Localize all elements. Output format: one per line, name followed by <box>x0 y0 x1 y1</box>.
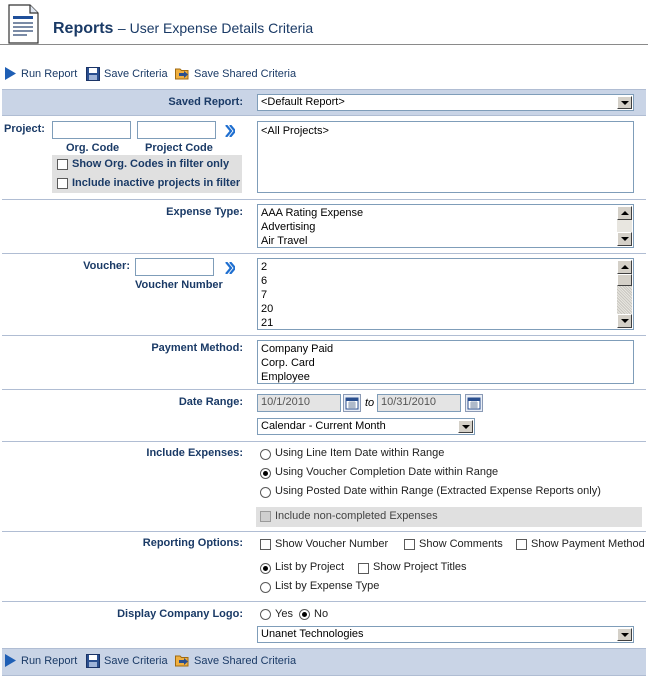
show-org-codes-label: Show Org. Codes in filter only <box>72 158 230 170</box>
list-item[interactable]: Company Paid <box>261 343 334 355</box>
include-expenses-label: Include Expenses: <box>146 447 243 459</box>
voucher-completion-date-radio[interactable] <box>260 468 271 479</box>
list-by-project-label: List by Project <box>275 561 345 573</box>
row-divider <box>2 441 646 442</box>
go-arrow-icon[interactable] <box>225 125 235 137</box>
scroll-up-icon[interactable] <box>617 260 632 274</box>
play-icon <box>4 654 17 667</box>
logo-no-label: No <box>314 608 329 620</box>
include-non-completed-label: Include non-completed Expenses <box>275 510 438 522</box>
list-item[interactable]: Air Travel <box>261 235 308 247</box>
list-item[interactable]: 21 <box>261 317 274 329</box>
list-item[interactable]: 6 <box>261 275 268 287</box>
scrollbar[interactable] <box>617 206 632 246</box>
bottom-toolbar <box>0 650 648 675</box>
header-divider <box>0 44 648 45</box>
display-logo-label: Display Company Logo: <box>117 608 243 620</box>
list-item[interactable]: 20 <box>261 303 274 315</box>
posted-date-radio[interactable] <box>260 487 271 498</box>
date-from-input[interactable]: 10/1/2010 <box>257 394 341 412</box>
row-divider <box>2 601 646 602</box>
save-shared-criteria-button[interactable] <box>175 67 296 80</box>
logo-yes-label: Yes <box>275 608 293 620</box>
row-divider <box>2 389 646 390</box>
list-item[interactable]: 7 <box>261 289 268 301</box>
save-shared-criteria-label: Save Shared Criteria <box>194 654 297 667</box>
row-divider <box>2 253 646 254</box>
line-item-date-label: Using Line Item Date within Range <box>275 447 445 459</box>
show-voucher-number-checkbox[interactable] <box>260 539 271 550</box>
show-org-codes-checkbox[interactable] <box>57 159 68 170</box>
list-by-expense-type-label: List by Expense Type <box>275 580 380 592</box>
org-code-input[interactable] <box>52 121 131 139</box>
show-payment-method-label: Show Payment Method <box>531 538 645 550</box>
saved-report-select[interactable] <box>257 94 634 111</box>
run-report-label: Run Report <box>21 654 78 667</box>
project-listbox[interactable] <box>257 121 634 193</box>
payment-method-label: Payment Method: <box>151 342 243 354</box>
chevron-down-icon <box>617 96 632 109</box>
scroll-down-icon[interactable] <box>617 314 632 328</box>
show-project-titles-checkbox[interactable] <box>358 563 369 574</box>
project-code-input[interactable] <box>137 121 216 139</box>
save-criteria-button[interactable] <box>86 67 168 81</box>
include-inactive-label: Include inactive projects in filter <box>72 177 241 189</box>
save-criteria-label: Save Criteria <box>104 655 168 667</box>
row-divider <box>2 199 646 200</box>
list-item[interactable]: Advertising <box>261 221 316 233</box>
expense-type-label: Expense Type: <box>166 206 243 218</box>
org-code-caption: Org. Code <box>66 142 120 154</box>
payment-method-listbox[interactable] <box>257 340 634 384</box>
save-shared-criteria-button[interactable] <box>175 654 296 667</box>
scroll-thumb[interactable] <box>617 274 632 286</box>
show-project-titles-label: Show Project Titles <box>373 561 467 573</box>
chevron-down-icon <box>617 628 632 641</box>
line-item-date-radio[interactable] <box>260 449 271 460</box>
shared-folder-icon <box>175 654 190 667</box>
scroll-down-icon[interactable] <box>617 232 632 246</box>
row-divider <box>2 531 646 532</box>
show-comments-checkbox[interactable] <box>404 539 415 550</box>
floppy-disk-icon <box>86 654 100 668</box>
company-logo-value: Unanet Technologies <box>261 628 364 640</box>
scrollbar[interactable] <box>617 260 632 328</box>
date-period-value: Calendar - Current Month <box>261 420 386 432</box>
voucher-completion-date-label: Using Voucher Completion Date within Range <box>275 466 499 478</box>
list-by-project-radio[interactable] <box>260 563 271 574</box>
voucher-number-input[interactable] <box>135 258 214 276</box>
scroll-up-icon[interactable] <box>617 206 632 220</box>
posted-date-label: Using Posted Date within Range (Extracted Expense Reports only) <box>275 485 601 497</box>
save-criteria-label: Save Criteria <box>104 68 168 80</box>
logo-yes-radio[interactable] <box>260 609 271 620</box>
list-item[interactable]: Corp. Card <box>261 357 315 369</box>
calendar-icon[interactable] <box>465 394 483 412</box>
run-report-button[interactable] <box>4 67 77 80</box>
show-voucher-number-label: Show Voucher Number <box>275 538 389 550</box>
page-title <box>53 20 313 38</box>
calendar-icon[interactable] <box>343 394 361 412</box>
save-shared-criteria-label: Save Shared Criteria <box>194 67 297 80</box>
voucher-number-caption: Voucher Number <box>135 279 223 291</box>
saved-report-value: <Default Report> <box>261 96 345 108</box>
date-range-label: Date Range: <box>178 396 243 408</box>
page-title-main: Reports <box>53 20 114 37</box>
save-criteria-button[interactable] <box>86 654 168 668</box>
floppy-disk-icon <box>86 67 100 81</box>
company-logo-select[interactable] <box>257 626 634 643</box>
project-code-caption: Project Code <box>145 142 213 154</box>
shared-folder-icon <box>175 67 190 80</box>
date-to-label: to <box>365 397 375 409</box>
show-comments-label: Show Comments <box>419 538 503 550</box>
project-label: Project: <box>4 123 45 135</box>
play-icon <box>4 67 17 80</box>
include-inactive-checkbox[interactable] <box>57 178 68 189</box>
page-subtitle: – User Expense Details Criteria <box>117 20 314 36</box>
reporting-options-label: Reporting Options: <box>142 537 243 549</box>
expense-type-listbox[interactable] <box>257 204 634 248</box>
date-to-input[interactable]: 10/31/2010 <box>377 394 461 412</box>
voucher-label: Voucher: <box>83 260 130 272</box>
date-period-select[interactable] <box>257 418 475 435</box>
run-report-label: Run Report <box>21 67 78 80</box>
show-payment-method-checkbox[interactable] <box>516 539 527 550</box>
saved-report-label: Saved Report: <box>168 96 243 108</box>
top-toolbar <box>0 63 648 88</box>
list-item[interactable]: AAA Rating Expense <box>261 207 364 219</box>
go-arrow-icon[interactable] <box>225 262 235 274</box>
row-divider <box>2 335 646 336</box>
include-non-completed-checkbox[interactable] <box>260 511 271 522</box>
list-item[interactable]: Employee <box>261 371 310 383</box>
list-item[interactable]: 2 <box>261 261 268 273</box>
list-by-expense-type-radio[interactable] <box>260 582 271 593</box>
list-item[interactable]: <All Projects> <box>261 125 329 137</box>
logo-no-radio[interactable] <box>299 609 310 620</box>
report-document-icon <box>6 4 40 44</box>
run-report-button[interactable] <box>4 654 77 667</box>
voucher-listbox[interactable] <box>257 258 634 330</box>
chevron-down-icon <box>458 420 473 433</box>
